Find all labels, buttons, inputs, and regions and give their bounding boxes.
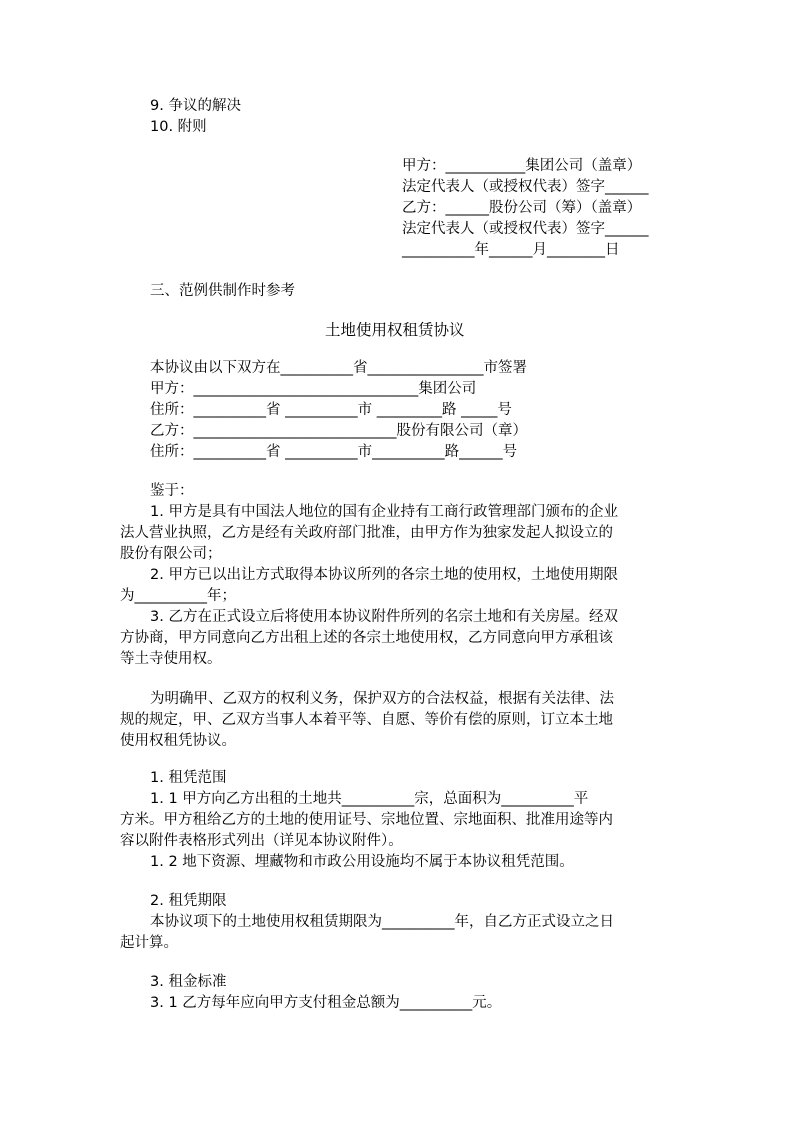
- clause-1-1-line-1: 1. 1 甲方向乙方出租的土地共__________宗，总面积为__________平: [150, 791, 589, 807]
- party-a-name: 甲方：_______________________________集团公司: [150, 381, 477, 397]
- party-b-name: 乙方：____________________________股份有限公司（章）: [150, 423, 527, 439]
- party-b-address: 住所：__________省 __________市__________路______号: [150, 444, 518, 460]
- clause-2-line-1: 本协议项下的土地使用权租赁期限为__________年，自乙方正式设立之日: [150, 914, 614, 930]
- item-9-dispute-resolution: 9. 争议的解决: [150, 98, 241, 114]
- recital-3-line-1: 3. 乙方在正式设立后将使用本协议附件所列的名宗土地和有关房屋。经双: [150, 609, 618, 625]
- section-3-heading: 三、范例供制作时参考: [150, 283, 295, 299]
- clause-1-2: 1. 2 地下资源、埋藏物和市政公用设施均不属于本协议租凭范围。: [150, 854, 574, 870]
- clause-3-heading: 3. 租金标准: [150, 974, 227, 990]
- recital-1-line-3: 股份有限公司；: [120, 546, 222, 562]
- signature-party-a-rep: 法定代表人（或授权代表）签字______: [402, 179, 649, 195]
- recital-2-line-1: 2. 甲方已以出让方式取得本协议所列的各宗土地的使用权，土地使用期限: [150, 567, 618, 583]
- signing-location: 本协议由以下双方在__________省________________市签署: [150, 360, 527, 376]
- purpose-line-2: 规的规定，甲、乙双方当事人本着平等、自愿、等价有偿的原则，订立本土地: [120, 712, 613, 728]
- clause-1-1-line-2: 方米。甲方租给乙方的土地的使用证号、宗地位置、宗地面积、批准用途等内: [120, 812, 613, 828]
- clause-2-heading: 2. 租凭期限: [150, 893, 227, 909]
- signature-party-a: 甲方：___________集团公司（盖章）: [402, 158, 642, 174]
- recital-1-line-2: 法人营业执照，乙方是经有关政府部门批准，由甲方作为独家发起人拟设立的: [120, 525, 613, 541]
- recital-2-line-2: 为__________年；: [120, 588, 236, 604]
- agreement-title: 土地使用权租赁协议: [325, 321, 465, 339]
- recital-3-line-2: 方协商，甲方同意向乙方出租上述的各宗土地使用权，乙方同意向甲方承租该: [120, 630, 613, 646]
- clause-1-1-line-3: 容以附件表格形式列出（详见本协议附件）。: [120, 833, 403, 849]
- signature-party-b: 乙方：______股份公司（筹）（盖章）: [402, 200, 642, 216]
- recital-3-line-3: 等土寺使用权。: [120, 651, 222, 667]
- signature-party-b-rep: 法定代表人（或授权代表）签字______: [402, 221, 649, 237]
- signature-date: __________年______月________日: [402, 242, 620, 258]
- purpose-line-3: 使用权租凭协议。: [120, 733, 236, 749]
- item-10-supplementary: 10. 附则: [150, 119, 207, 135]
- whereas-label: 鉴于：: [150, 483, 194, 499]
- recital-1-line-1: 1. 甲方是具有中国法人地位的国有企业持有工商行政管理部门颁布的企业: [150, 504, 618, 520]
- clause-3-1: 3. 1 乙方每年应向甲方支付租金总额为__________元。: [150, 995, 502, 1011]
- purpose-line-1: 为明确甲、乙双方的权利义务，保护双方的合法权益，根据有关法律、法: [150, 691, 614, 707]
- clause-2-line-2: 起计算。: [120, 935, 178, 951]
- party-a-address: 住所：__________省 __________市 _________路 _____号: [150, 402, 512, 418]
- clause-1-heading: 1. 租凭范围: [150, 770, 227, 786]
